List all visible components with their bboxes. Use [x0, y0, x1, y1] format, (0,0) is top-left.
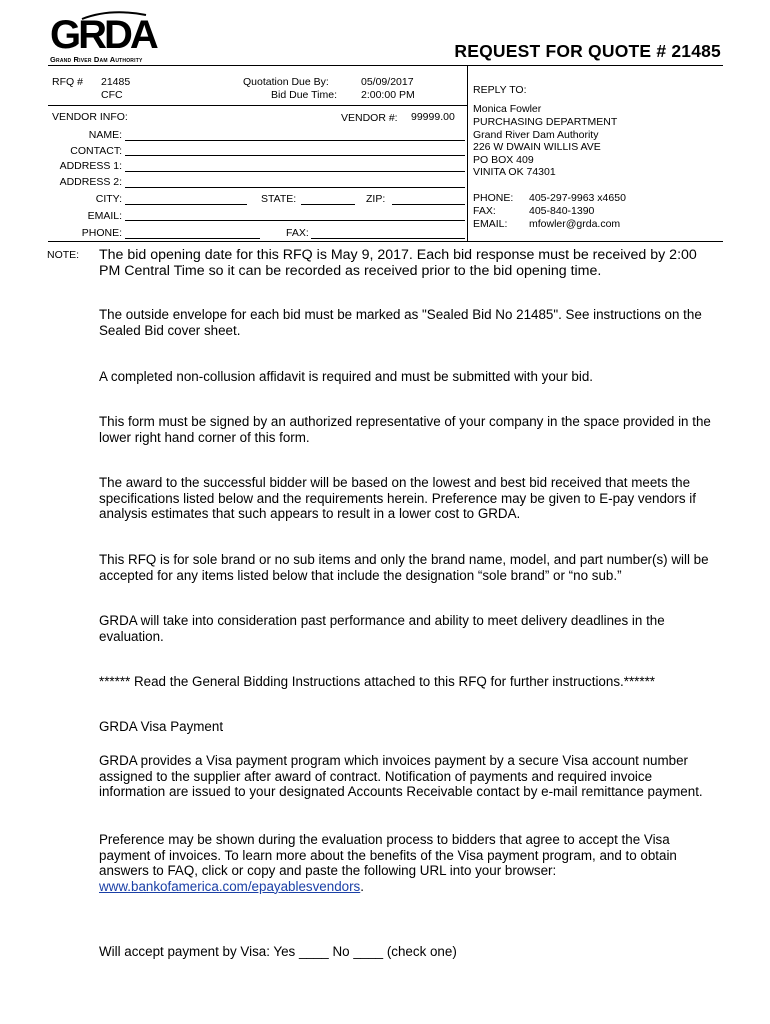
note-paragraph-4: This form must be signed by an authorized representative of your company in the space provided in the lower right hand corner of this form. — [99, 414, 711, 445]
reply-to-label: REPLY TO: — [473, 84, 527, 96]
reply-to-line-4: 226 W DWAIN WILLIS AVE — [473, 141, 601, 153]
reply-fax-label: FAX: — [473, 205, 496, 217]
visa-accept-line: Will accept payment by Visa: Yes ____ No ____ (check one) — [99, 944, 457, 959]
bottom-rule — [48, 241, 723, 242]
bid-due-time-value: 2:00:00 PM — [361, 89, 415, 101]
vendor-info-label: VENDOR INFO: — [52, 111, 128, 123]
note-paragraph-8: ****** Read the General Bidding Instructions attached to this RFQ for further instructions.****** — [99, 674, 655, 689]
grda-logo — [50, 10, 156, 64]
phone-label: PHONE: — [81, 227, 122, 239]
address2-field[interactable] — [125, 187, 465, 188]
visa-heading: GRDA Visa Payment — [99, 719, 224, 734]
note-paragraph-6: This RFQ is for sole brand or no sub items and only the brand name, model, and part number(s) will be accepted for any items listed below that include the designation “sole brand” or “no sub.” — [99, 552, 709, 583]
reply-to-line-3: Grand River Dam Authority — [473, 129, 599, 141]
reply-to-line-1: Monica Fowler — [473, 103, 542, 115]
email-field[interactable] — [125, 220, 465, 221]
note-paragraph-7: GRDA will take into consideration past performance and ability to meet delivery deadlines in the evaluation. — [99, 613, 665, 644]
city-label: CITY: — [95, 193, 122, 205]
state-label: STATE: — [261, 193, 297, 205]
note-label: NOTE: — [47, 249, 80, 261]
contact-field[interactable] — [125, 155, 465, 156]
rfq-label: RFQ # — [52, 76, 83, 88]
note-paragraph-5: The award to the successful bidder will be based on the lowest and best bid received that meets the specifications listed below and the requirements herein. Preference may be given to E-pay vendors if analysis estimates that such appears to result in a lower cost to GRDA. — [99, 475, 696, 522]
logo-text: GRDA — [50, 13, 156, 57]
reply-fax-value: 405-840-1390 — [529, 205, 595, 217]
fax-label: FAX: — [286, 227, 309, 239]
reply-to-line-6: VINITA OK 74301 — [473, 166, 556, 178]
reply-phone-label: PHONE: — [473, 192, 514, 204]
contact-label: CONTACT: — [70, 145, 122, 157]
vendor-no-label: VENDOR #: — [341, 112, 398, 124]
email-label: EMAIL: — [87, 210, 122, 222]
rfq-number: 21485 — [101, 76, 131, 88]
page-title: REQUEST FOR QUOTE # 21485 — [454, 41, 721, 61]
top-rule — [48, 65, 723, 66]
address1-field[interactable] — [125, 171, 465, 172]
epayables-link[interactable]: www.bankofamerica.com/epayablesvendors — [99, 878, 361, 894]
name-field[interactable] — [125, 140, 465, 141]
vendor-no-value: 99999.00 — [411, 111, 455, 123]
reply-email-value: mfowler@grda.com — [529, 218, 621, 230]
name-label: NAME: — [88, 129, 122, 141]
link-suffix: . — [360, 878, 364, 894]
city-field[interactable] — [125, 204, 247, 205]
reply-to-line-2: PURCHASING DEPARTMENT — [473, 116, 618, 128]
rfq-rule — [48, 105, 467, 106]
quotation-due-label: Quotation Due By: — [243, 76, 329, 88]
state-field[interactable] — [301, 204, 355, 205]
quotation-due-value: 05/09/2017 — [361, 76, 414, 88]
divider-vertical — [467, 65, 468, 242]
note-paragraph-3: A completed non-collusion affidavit is required and must be submitted with your bid. — [99, 369, 593, 384]
rfq-code: CFC — [101, 89, 123, 101]
zip-label: ZIP: — [366, 193, 386, 205]
note-paragraph-1: The bid opening date for this RFQ is May 9, 2017. Each bid response must be received by 2:00 PM Central Time so it can be recorded as received prior to the bid opening time. — [99, 247, 697, 279]
logo-subtitle: Grand River Dam Authority — [50, 55, 143, 64]
address2-label: ADDRESS 2: — [59, 176, 122, 188]
phone-field[interactable] — [125, 238, 260, 239]
fax-field[interactable] — [311, 238, 465, 239]
reply-to-line-5: PO BOX 409 — [473, 154, 534, 166]
reply-phone-value: 405-297-9963 x4650 — [529, 192, 626, 204]
reply-email-label: EMAIL: — [473, 218, 508, 230]
note-paragraph-2: The outside envelope for each bid must be marked as "Sealed Bid No 21485". See instructions on the Sealed Bid cover sheet. — [99, 307, 702, 338]
visa-preference-text: Preference may be shown during the evaluation process to bidders that agree to accept the Visa payment of invoices. To learn more about the benefits of the Visa payment program, and to obtain answers to FAQ, click or copy and paste the following URL into your browser: — [99, 832, 677, 879]
bid-due-time-label: Bid Due Time: — [271, 89, 337, 101]
note-paragraph-visa-2 — [99, 832, 719, 894]
note-paragraph-visa-1: GRDA provides a Visa payment program which invoices payment by a secure Visa account number assigned to the supplier after award of contract. Notification of payments and required invoice information are issued to your designated Accounts Receivable contact by e-mail remittance payment. — [99, 753, 703, 800]
zip-field[interactable] — [392, 204, 465, 205]
address1-label: ADDRESS 1: — [59, 160, 122, 172]
